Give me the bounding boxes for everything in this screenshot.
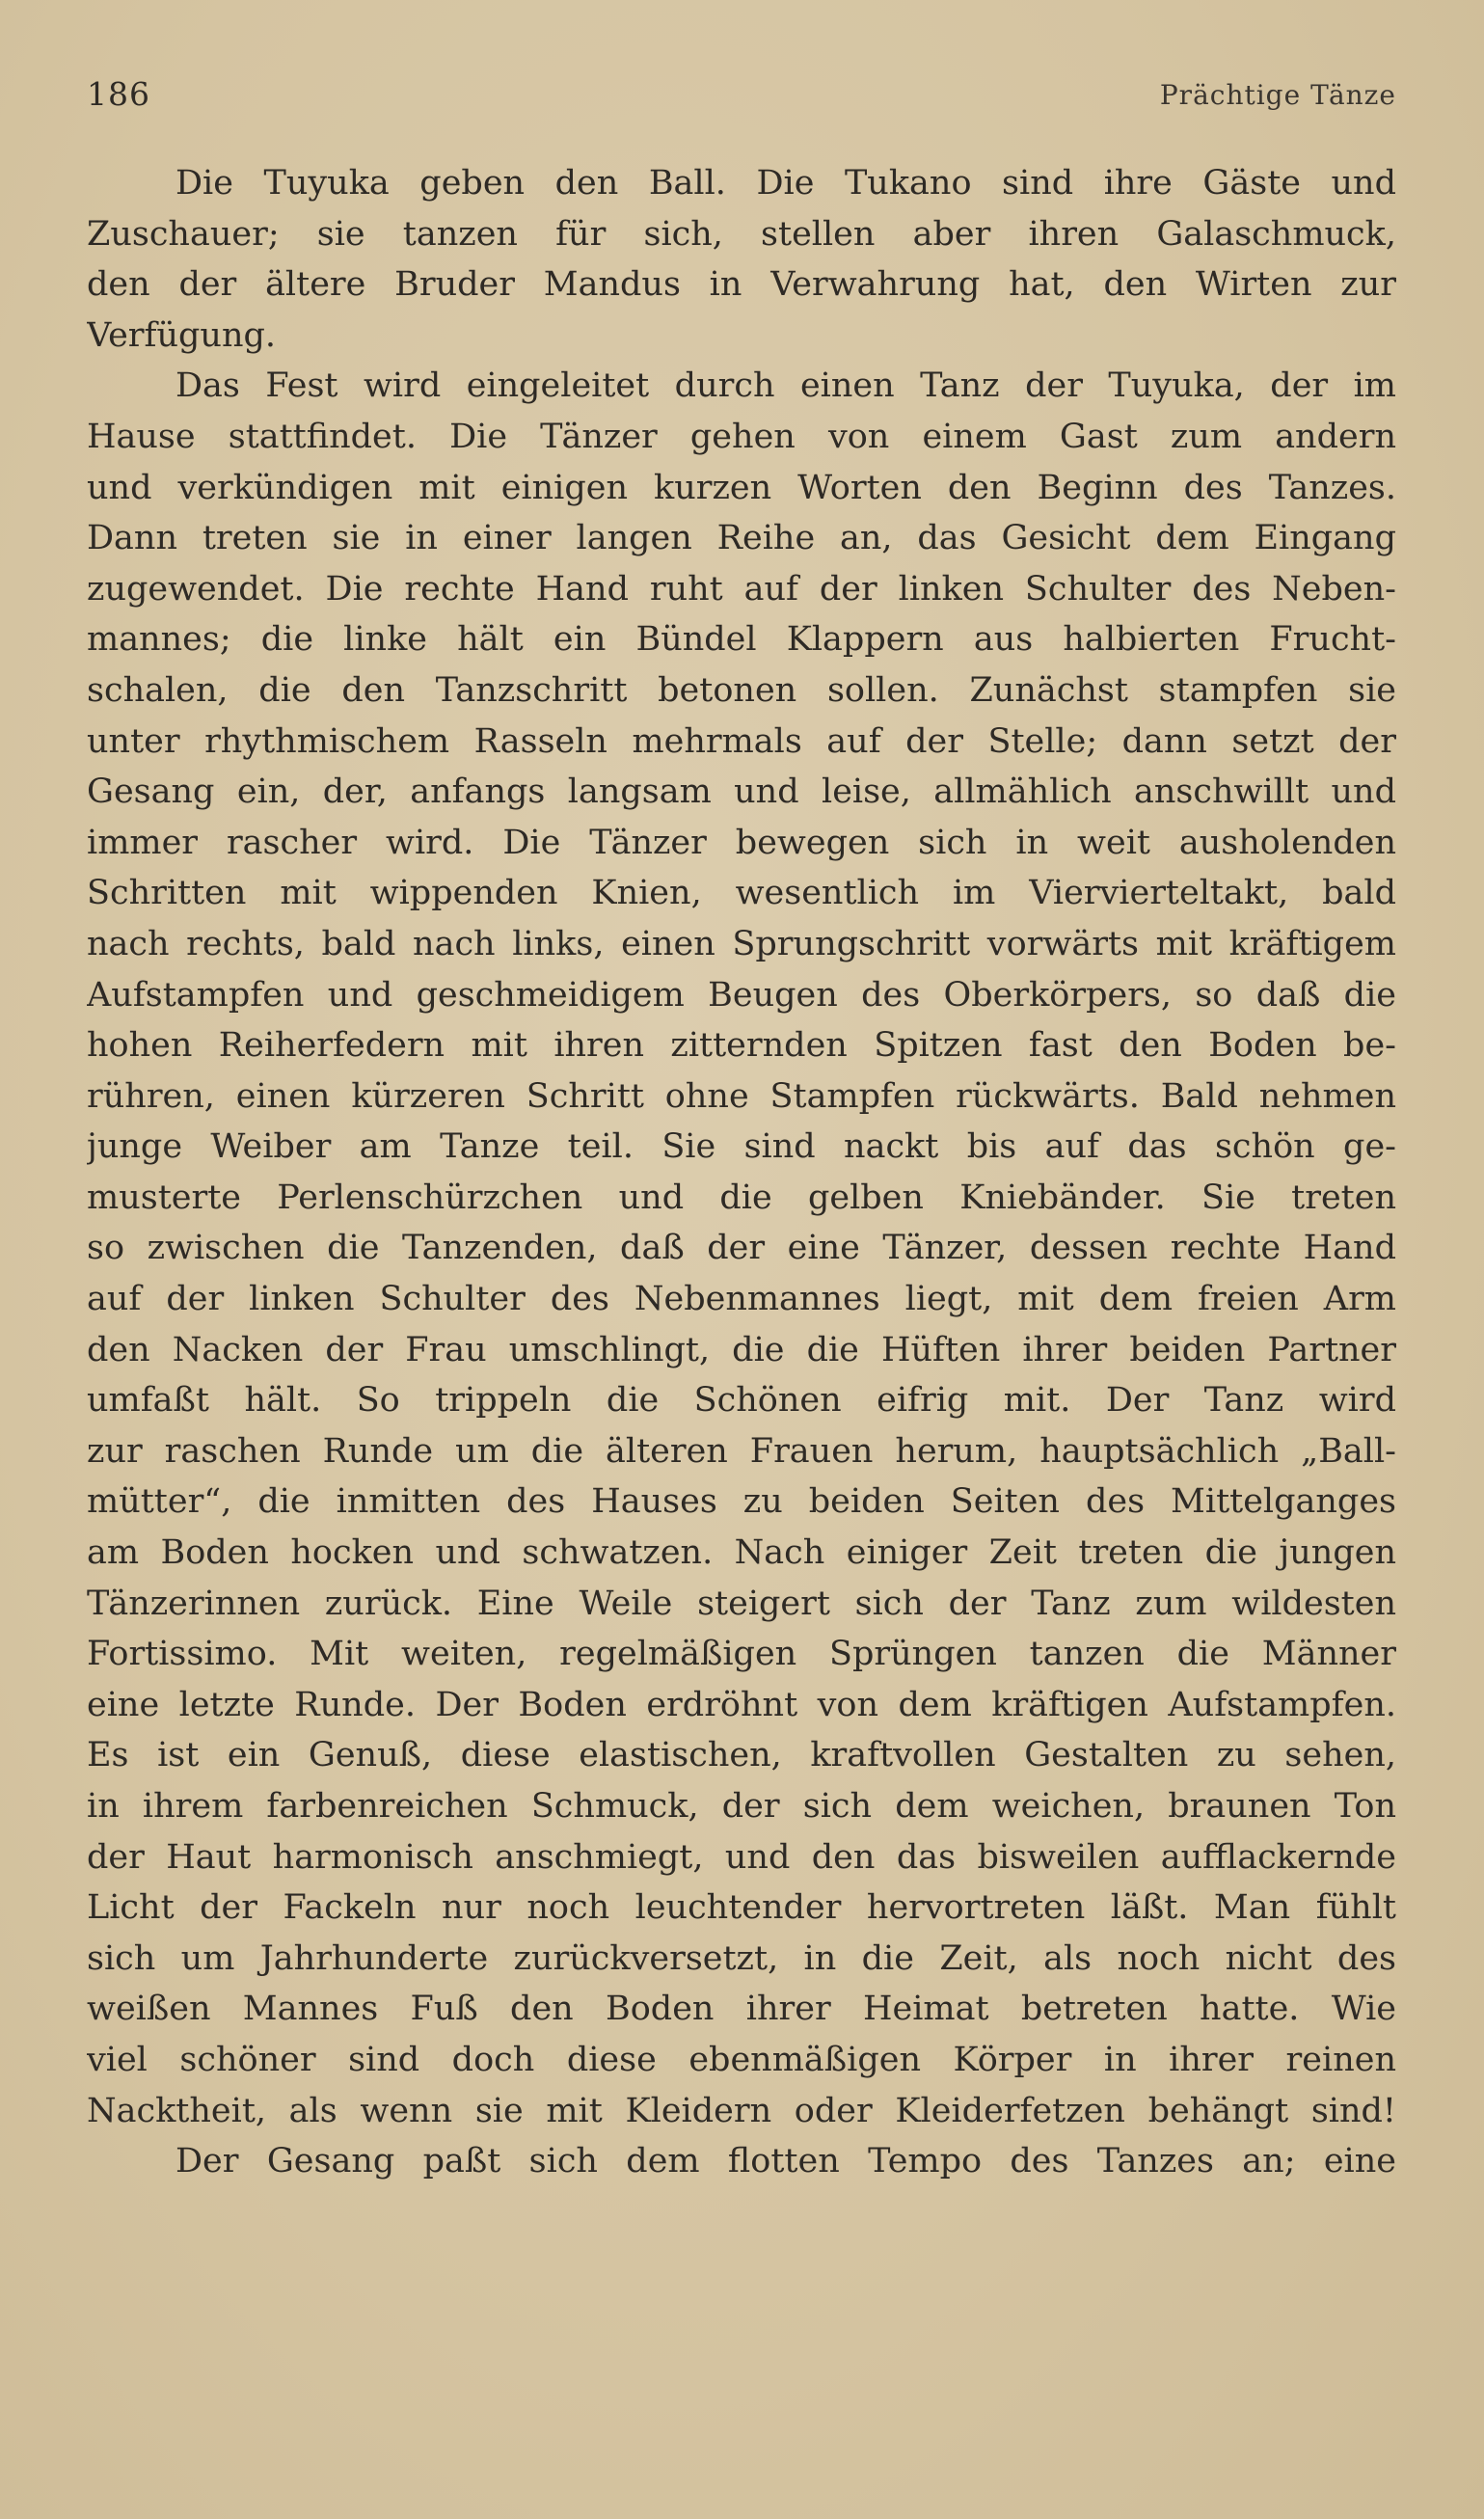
text-line: den Nacken der Frau umschlingt, die die Hüften ihrer beiden Partner (87, 1330, 1396, 1369)
text-line: umfaßt hält. So trippeln die Schönen eifrig mit. Der Tanz wird (87, 1381, 1396, 1421)
text-line: viel schöner sind doch diese ebenmäßigen Körper in ihrer reinen (87, 2040, 1396, 2079)
text-line: Nacktheit, als wenn sie mit Kleidern oder Kleiderfetzen behängt sind! (87, 2091, 1396, 2130)
text-line: Dann treten sie in einer langen Reihe an, das Gesicht dem Eingang (87, 519, 1396, 558)
text-line: hohen Reiherfedern mit ihren zitternden Spitzen fast den Boden be- (87, 1026, 1396, 1066)
text-line: weißen Mannes Fuß den Boden ihrer Heimat betreten hatte. Wie (87, 1990, 1396, 2029)
text-line: nach rechts, bald nach links, einen Sprungschritt vorwärts mit kräftigem (87, 924, 1396, 963)
text-line: am Boden hocken und schwatzen. Nach einiger Zeit treten die jungen (87, 1533, 1396, 1573)
text-line: Das Fest wird eingeleitet durch einen Tanz der Tuyuka, der im (175, 366, 1396, 406)
text-line: Licht der Fackeln nur noch leuchtender hervortreten läßt. Man fühlt (87, 1888, 1396, 1928)
body-text (87, 158, 1396, 2187)
text-line: junge Weiber am Tanze teil. Sie sind nackt bis auf das schön ge- (87, 1127, 1396, 1167)
text-line: mannes; die linke hält ein Bündel Klappern aus halbierten Frucht- (87, 620, 1396, 660)
text-line: unter rhythmischem Rasseln mehrmals auf der Stelle; dann setzt der (87, 721, 1396, 761)
text-line: Hause stattfindet. Die Tänzer gehen von einem Gast zum andern (87, 417, 1396, 456)
text-line: Es ist ein Genuß, diese elastischen, kraftvollen Gestalten zu sehen, (87, 1736, 1396, 1775)
text-line: Fortissimo. Mit weiten, regelmäßigen Sprüngen tanzen die Männer (87, 1635, 1396, 1674)
text-line: mütter“, die inmitten des Hauses zu beiden Seiten des Mittelganges (87, 1482, 1396, 1522)
text-line: auf der linken Schulter des Nebenmannes liegt, mit dem freien Arm (87, 1280, 1396, 1319)
text-line: rühren, einen kürzeren Schritt ohne Stampfen rückwärts. Bald nehmen (87, 1076, 1396, 1116)
running-title: Prächtige Tänze (1159, 79, 1396, 111)
text-line: und verkündigen mit einigen kurzen Worten den Beginn des Tanzes. (87, 468, 1396, 507)
text-line: den der ältere Bruder Mandus in Verwahrung hat, den Wirten zur (87, 265, 1396, 305)
text-line: Der Gesang paßt sich dem flotten Tempo des Tanzes an; eine (175, 2142, 1396, 2181)
text-line: eine letzte Runde. Der Boden erdröhnt von dem kräftigen Aufstampfen. (87, 1685, 1396, 1724)
text-line: musterte Perlenschürzchen und die gelben Kniebänder. Sie treten (87, 1178, 1396, 1217)
text-line: Verfügung. (87, 315, 277, 355)
text-line: schalen, die den Tanzschritt betonen sollen. Zunächst stampfen sie (87, 670, 1396, 710)
text-line: Tänzerinnen zurück. Eine Weile steigert sich der Tanz zum wildesten (87, 1584, 1396, 1623)
text-line: immer rascher wird. Die Tänzer bewegen sich in weit ausholenden (87, 823, 1396, 862)
page-number: 186 (87, 75, 150, 113)
text-line: in ihrem farbenreichen Schmuck, der sich dem weichen, braunen Ton (87, 1787, 1396, 1826)
text-line: Zuschauer; sie tanzen für sich, stellen aber ihren Galaschmuck, (87, 214, 1396, 254)
text-line: zur raschen Runde um die älteren Frauen herum, hauptsächlich „Ball- (87, 1431, 1396, 1471)
page-header (87, 75, 1396, 123)
text-line: Gesang ein, der, anfangs langsam und leise, allmählich anschwillt und (87, 772, 1396, 812)
text-line: sich um Jahrhunderte zurückversetzt, in die Zeit, als noch nicht des (87, 1938, 1396, 1978)
text-line: Die Tuyuka geben den Ball. Die Tukano sind ihre Gäste und (175, 164, 1396, 203)
text-line: so zwischen die Tanzenden, daß der eine Tänzer, dessen rechte Hand (87, 1229, 1396, 1268)
text-line: zugewendet. Die rechte Hand ruht auf der linken Schulter des Neben- (87, 569, 1396, 609)
text-line: der Haut harmonisch anschmiegt, und den das bisweilen aufflackernde (87, 1837, 1396, 1877)
text-line: Schritten mit wippenden Knien, wesentlich im Viervierteltakt, bald (87, 874, 1396, 913)
text-line: Aufstampfen und geschmeidigem Beugen des Oberkörpers, so daß die (87, 975, 1396, 1015)
